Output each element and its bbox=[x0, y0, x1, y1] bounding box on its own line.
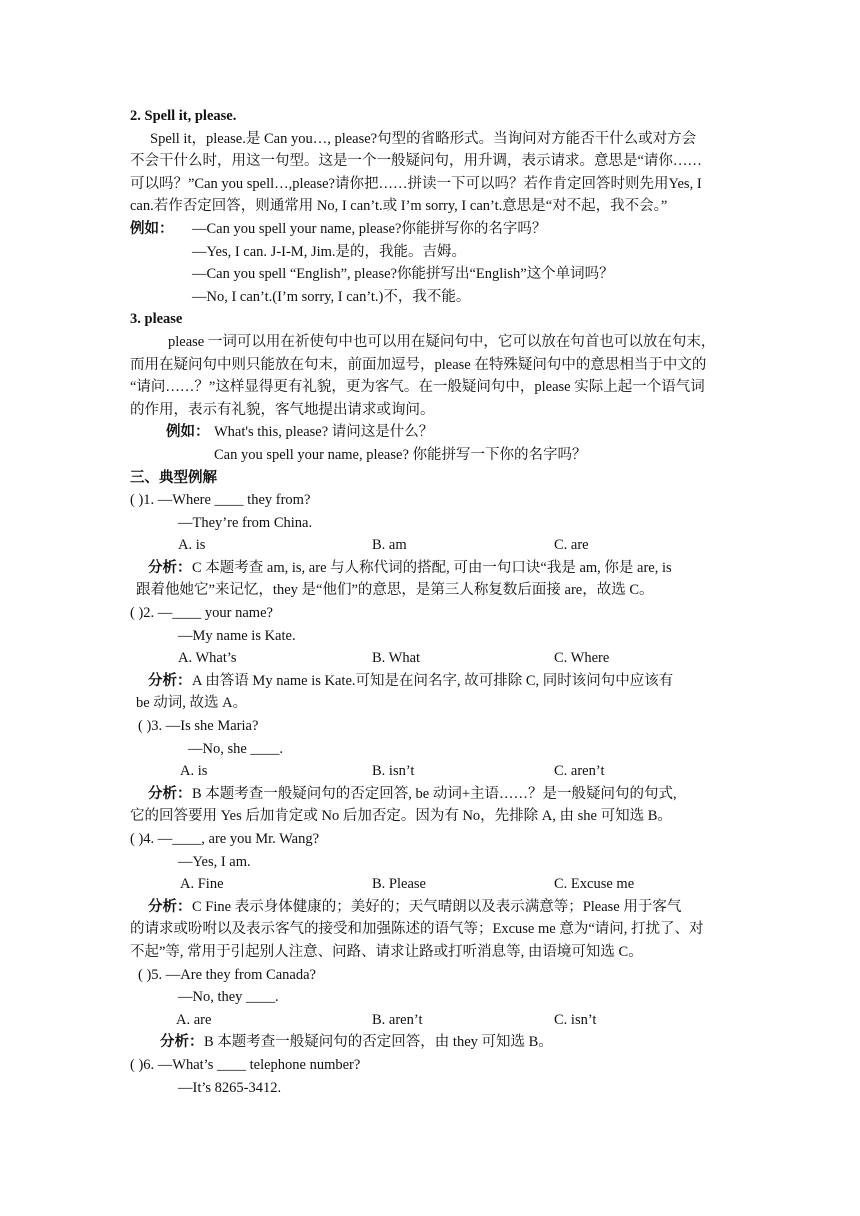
option-a: A. Fine bbox=[180, 876, 224, 893]
section-3-para-line-1: please 一词可以用在祈使句中也可以用在疑问句中，它可以放在句首也可以放在句末， bbox=[168, 333, 716, 350]
question-1-analysis-2: 跟着他她它”来记忆，they 是“他们”的意思，是第三人称复数后面接 are，故选 C。 bbox=[136, 582, 654, 599]
analysis-text: B 本题考查一般疑问句的否定回答, be 动词+主语……？是一般疑问句的句式, bbox=[192, 785, 677, 802]
option-a: A. is bbox=[178, 537, 206, 554]
question-5-analysis-1 bbox=[130, 1031, 730, 1054]
question-4-stem: ( )4. —____, are you Mr. Wang? bbox=[130, 831, 320, 847]
option-a: A. What’s bbox=[178, 650, 237, 667]
section-2-example-2 bbox=[130, 241, 730, 264]
question-5-options bbox=[130, 1009, 730, 1032]
option-b: B. am bbox=[372, 537, 407, 554]
section-2-para-line-2: 不会干什么时，用这一句型。这是一个一般疑问句，用升调，表示请求。意思是“请你…… bbox=[130, 153, 702, 170]
section-3-para-line-4: 的作用，表示有礼貌，客气地提出请求或询问。 bbox=[130, 401, 435, 418]
question-4-reply: —Yes, I am. bbox=[178, 853, 251, 870]
question-4-analysis-2: 的请求或吩咐以及表示客气的接受和加强陈述的语气等；Excuse me 意为“请问, 打扰了、对 bbox=[130, 921, 704, 938]
question-6-stem: ( )6. —What’s ____ telephone number? bbox=[130, 1056, 361, 1073]
section-2-example-1 bbox=[130, 218, 730, 241]
section-2-para-line-1: Spell it，please.是 Can you…, please?句型的省略形式。当询问对方能否干什么或对方会 bbox=[150, 130, 697, 147]
question-4-analysis-1 bbox=[130, 896, 730, 919]
option-c: C. isn’t bbox=[554, 1011, 597, 1028]
option-b: B. isn’t bbox=[372, 763, 415, 780]
section-3-heading: 3. please bbox=[130, 311, 183, 328]
question-2-options bbox=[130, 647, 730, 670]
example-label: 例如： bbox=[166, 424, 210, 441]
option-c: C. aren’t bbox=[554, 763, 605, 780]
section-3-para-line-2: 而用在疑问句中则只能放在句末，前面加逗号，please 在特殊疑问句中的意思相当于中文的 bbox=[130, 356, 707, 373]
question-2-analysis-1 bbox=[130, 670, 730, 693]
typical-examples-heading: 三、典型例解 bbox=[130, 469, 217, 486]
section-2 bbox=[130, 105, 730, 1099]
analysis-text: C 本题考查 am, is, are 与人称代词的搭配, 可由一句口诀“我是 am, 你是 are, is bbox=[192, 559, 672, 576]
question-3-reply: —No, she ____. bbox=[188, 740, 284, 757]
option-c: C. Where bbox=[554, 650, 610, 667]
analysis-label: 分析： bbox=[148, 785, 192, 802]
example-line: —Can you spell your name, please?你能拼写你的名字吗？ bbox=[192, 220, 547, 237]
example-line: —No, I can’t.(I’m sorry, I can’t.)不，我不能。 bbox=[192, 288, 471, 305]
question-1-reply: —They’re from China. bbox=[178, 514, 313, 531]
section-2-para-line-4: can.若作否定回答，则通常用 No, I can’t.或 I’m sorry, I can’t.意思是“对不起，我不会。” bbox=[130, 198, 668, 215]
question-4-options bbox=[130, 873, 730, 896]
option-c: C. are bbox=[554, 537, 589, 554]
section-2-heading: 2. Spell it, please. bbox=[130, 108, 237, 124]
example-line: —Can you spell “English”, please?你能拼写出“English”这个单词吗？ bbox=[192, 266, 614, 283]
question-1-analysis-1 bbox=[130, 557, 730, 580]
question-3-stem: ( )3. —Is she Maria? bbox=[138, 718, 259, 735]
option-a: A. is bbox=[180, 763, 208, 780]
question-3-analysis-1 bbox=[130, 783, 730, 806]
question-2-stem: ( )2. —____ your name? bbox=[130, 605, 273, 622]
section-2-example-3 bbox=[130, 263, 730, 286]
option-c: C. Excuse me bbox=[554, 876, 635, 893]
question-5-stem: ( )5. —Are they from Canada? bbox=[138, 966, 316, 983]
question-5-reply: —No, they ____. bbox=[178, 989, 279, 1006]
analysis-label: 分析： bbox=[148, 559, 192, 576]
section-3-example-2 bbox=[130, 444, 730, 467]
analysis-text: A 由答语 My name is Kate.可知是在问名字, 故可排除 C, 同时该问句中应该有 bbox=[192, 672, 674, 689]
question-6-reply: —It’s 8265-3412. bbox=[178, 1079, 282, 1096]
question-3-analysis-2: 它的回答要用 Yes 后加肯定或 No 后加否定。因为有 No，先排除 A, 由 she 可知选 B。 bbox=[130, 808, 672, 825]
analysis-label: 分析： bbox=[160, 1034, 204, 1051]
example-line: Can you spell your name, please? 你能拼写一下你的名字吗？ bbox=[214, 446, 587, 463]
question-2-reply: —My name is Kate. bbox=[178, 627, 296, 644]
section-2-example-4 bbox=[130, 286, 730, 309]
analysis-text: B 本题考查一般疑问句的否定回答，由 they 可知选 B。 bbox=[204, 1034, 553, 1051]
option-b: B. What bbox=[372, 650, 421, 667]
example-line: What's this, please? 请问这是什么？ bbox=[214, 424, 434, 441]
question-4-analysis-3: 不起”等, 常用于引起别人注意、问路、请求让路或打听消息等, 由语境可知选 C。 bbox=[130, 943, 643, 960]
option-b: B. Please bbox=[372, 876, 426, 893]
option-b: B. aren’t bbox=[372, 1011, 423, 1028]
analysis-label: 分析： bbox=[148, 672, 192, 689]
question-1-stem: ( )1. —Where ____ they from? bbox=[130, 492, 311, 509]
option-a: A. are bbox=[176, 1011, 212, 1028]
example-line: —Yes, I can. J-I-M, Jim.是的，我能。吉姆。 bbox=[192, 243, 467, 260]
question-1-options bbox=[130, 534, 730, 557]
analysis-text: C Fine 表示身体健康的；美好的；天气晴朗以及表示满意等；Please 用于客气 bbox=[192, 898, 682, 915]
question-3-options bbox=[130, 760, 730, 783]
section-3-para-line-3: “请问……？”这样显得更有礼貌，更为客气。在一般疑问句中，please 实际上起一个语气词 bbox=[130, 379, 705, 396]
section-2-para-line-3: 可以吗？”Can you spell…,please?请你把……拼读一下可以吗？若作肯定回答时则先用Yes, I bbox=[130, 175, 702, 192]
section-3-example-1 bbox=[130, 421, 730, 444]
example-label: 例如： bbox=[130, 220, 174, 237]
analysis-label: 分析： bbox=[148, 898, 192, 915]
question-2-analysis-2: be 动词, 故选 A。 bbox=[136, 695, 248, 712]
